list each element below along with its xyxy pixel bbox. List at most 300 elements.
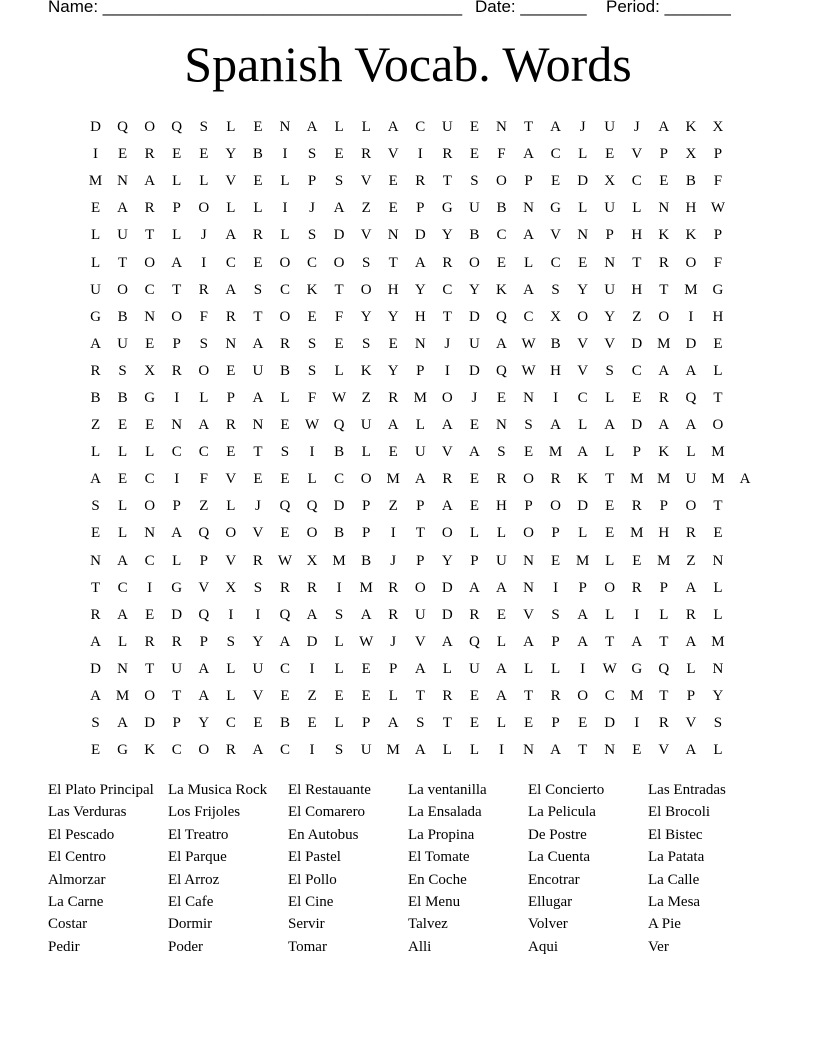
grid-letter: N [117,660,129,677]
grid-letter: I [553,579,559,596]
grid-row [82,602,759,629]
grid-letter: D [685,335,697,352]
grid-letter: Q [658,660,670,677]
grid-letter: M [359,579,373,596]
grid-letter: M [657,471,671,488]
grid-letter: C [496,227,507,244]
grid-letter: T [415,688,425,705]
grid-letter: E [253,254,263,271]
grid-letter: D [414,227,426,244]
grid-letter: R [144,200,155,217]
grid-letter: E [551,173,561,190]
grid-letter: A [90,633,101,650]
grid-letter: S [199,119,208,136]
grid-letter: A [496,660,507,677]
grid-row [82,548,759,575]
word-bank-item: Servir [288,916,325,933]
grid-row [82,575,759,602]
grid-letter: L [172,227,182,244]
grid-letter: U [604,200,616,217]
grid-letter: N [523,389,534,406]
grid-letter: D [144,715,156,732]
grid-letter: W [359,633,374,650]
grid-letter: Y [604,308,616,325]
word-bank-item: Alli [408,938,432,955]
grid-letter: O [550,498,562,515]
grid-letter: K [685,227,697,244]
grid-letter: C [279,660,290,677]
grid-letter: C [550,254,561,271]
grid-letter: V [252,525,264,542]
grid-letter: T [442,715,452,732]
grid-letter: O [306,525,318,542]
grid-letter: A [171,254,183,271]
grid-letter: E [496,606,507,623]
word-bank-item: Ellugar [528,893,573,910]
grid-letter: Q [279,606,291,623]
grid-letter: Z [686,552,696,569]
word-bank-item: El Pollo [288,871,337,888]
grid-letter: R [307,579,318,596]
grid-letter: L [118,525,128,542]
grid-letter: O [658,308,670,325]
grid-letter: I [688,308,694,325]
word-bank-item: La Propina [408,826,475,843]
grid-letter: K [144,742,156,759]
grid-letter: K [360,362,372,379]
grid-letter: T [713,389,723,406]
grid-letter: A [496,579,507,596]
grid-letter: E [118,146,128,163]
grid-letter: L [578,146,588,163]
grid-letter: R [252,227,263,244]
grid-letter: P [659,146,669,163]
grid-letter: B [279,715,290,732]
grid-letter: J [390,552,397,569]
grid-letter: C [415,119,426,136]
grid-row [82,710,759,737]
grid-letter: E [632,552,642,569]
grid-letter: E [280,471,290,488]
grid-letter: V [577,362,589,379]
word-bank-item: Ver [648,938,669,955]
grid-letter: L [280,389,290,406]
word-bank-item: El Concierto [528,782,605,798]
grid-letter: N [90,552,101,569]
grid-letter: E [253,119,263,136]
grid-letter: J [633,119,640,136]
grid-letter: L [686,660,696,677]
grid-letter: P [199,552,208,569]
grid-letter: Q [117,119,129,136]
grid-letter: D [631,335,643,352]
grid-letter: G [144,389,156,406]
grid-letter: R [658,715,669,732]
grid-row [82,358,759,385]
grid-letter: O [198,362,210,379]
grid-letter: B [117,389,128,406]
grid-letter: D [604,715,616,732]
grid-letter: P [659,579,669,596]
grid-letter: S [416,715,425,732]
grid-letter: T [605,471,615,488]
grid-letter: P [605,227,614,244]
grid-letter: Y [441,552,453,569]
grid-letter: N [144,308,156,325]
grid-letter: U [414,606,426,623]
grid-letter: L [496,715,507,732]
grid-letter: I [282,146,288,163]
grid-letter: V [225,552,237,569]
grid-letter: E [469,417,479,434]
grid-letter: S [334,606,344,623]
grid-letter: O [577,308,589,325]
grid-letter: E [605,525,615,542]
grid-letter: C [279,281,290,298]
grid-letter: C [171,444,182,461]
grid-letter: K [496,281,507,298]
grid-letter: R [685,606,696,623]
grid-letter: D [468,362,480,379]
grid-letter: V [414,633,426,650]
grid-letter: C [631,362,642,379]
grid-letter: P [632,444,641,461]
grid-letter: F [199,471,208,488]
grid-letter: L [713,742,723,759]
grid-letter: E [388,335,398,352]
grid-letter: U [252,362,264,379]
grid-letter: T [632,254,642,271]
grid-letter: X [225,579,237,596]
grid-letter: H [631,227,643,244]
grid-letter: T [659,281,669,298]
grid-letter: E [388,444,398,461]
grid-letter: V [387,146,399,163]
grid-letter: E [605,498,615,515]
grid-letter: C [442,281,453,298]
grid-letter: V [577,335,589,352]
grid-letter: X [550,308,562,325]
grid-letter: O [198,200,210,217]
grid-letter: E [172,146,182,163]
grid-letter: Z [361,389,371,406]
grid-letter: R [279,579,290,596]
grid-letter: S [253,579,263,596]
grid-letter: C [144,281,155,298]
grid-letter: C [144,552,155,569]
grid-letter: P [172,335,181,352]
word-bank-item: La Musica Rock [168,782,268,798]
grid-letter: A [604,417,616,434]
grid-letter: C [225,715,236,732]
grid-letter: O [577,688,589,705]
grid-letter: B [334,444,345,461]
grid-letter: Q [496,308,507,325]
grid-letter: M [88,173,103,190]
grid-letter: E [334,146,344,163]
grid-letter: P [361,715,371,732]
word-bank-item: La Carne [48,893,104,910]
grid-letter: O [198,742,210,759]
grid-letter: A [468,579,480,596]
grid-letter: W [521,362,536,379]
word-bank-item: De Postre [528,826,587,843]
grid-letter: C [334,471,345,488]
grid-letter: B [252,146,263,163]
grid-letter: N [144,525,156,542]
grid-letter: R [225,308,236,325]
grid-letter: U [604,281,616,298]
grid-letter: L [280,173,290,190]
grid-letter: L [172,552,182,569]
grid-letter: L [118,633,128,650]
grid-letter: P [524,173,533,190]
grid-letter: K [658,444,670,461]
grid-letter: E [90,742,101,759]
grid-letter: Y [360,308,372,325]
grid-letter: Z [632,308,642,325]
grid-letter: S [605,362,614,379]
grid-letter: I [255,606,261,623]
grid-letter: U [685,471,697,488]
grid-letter: A [117,200,129,217]
grid-letter: R [442,146,453,163]
grid-letter: H [414,308,426,325]
grid-letter: R [631,579,642,596]
grid-letter: E [361,688,371,705]
grid-letter: L [334,362,344,379]
grid-letter: F [199,308,208,325]
grid-letter: O [333,254,345,271]
grid-letter: A [414,660,426,677]
grid-letter: V [225,471,237,488]
word-bank-item: El Treatro [168,826,229,843]
grid-letter: L [578,525,588,542]
word-bank-item: Dormir [168,916,213,933]
grid-letter: E [280,688,290,705]
grid-letter: T [578,742,588,759]
grid-letter: I [498,742,504,759]
grid-letter: S [280,444,290,461]
grid-letter: E [307,715,317,732]
grid-letter: L [632,200,642,217]
word-bank-item: El Parque [168,849,227,866]
grid-letter: P [659,498,669,515]
grid-letter: A [333,200,345,217]
grid-letter: M [711,633,725,650]
grid-letter: I [634,715,640,732]
grid-letter: O [441,525,453,542]
grid-letter: N [496,417,507,434]
grid-letter: R [496,471,507,488]
grid-letter: E [307,308,317,325]
grid-letter: S [307,146,317,163]
grid-letter: F [334,308,344,325]
grid-letter: A [90,688,101,705]
grid-letter: W [602,660,617,677]
grid-row [82,412,759,439]
grid-letter: F [713,173,723,190]
grid-row [82,277,759,304]
grid-letter: D [333,227,345,244]
grid-letter: M [386,471,400,488]
grid-letter: N [117,173,129,190]
grid-letter: V [685,715,697,732]
word-bank [48,779,768,958]
grid-letter: C [577,389,588,406]
grid-letter: C [307,254,318,271]
grid-letter: P [470,552,479,569]
grid-row [82,629,759,656]
grid-letter: M [575,552,590,569]
grid-letter: T [90,579,101,596]
grid-letter: A [550,742,562,759]
grid-letter: M [115,688,130,705]
grid-letter: T [605,633,615,650]
grid-letter: R [550,688,561,705]
grid-letter: P [713,227,723,244]
grid-letter: U [604,119,616,136]
grid-letter: R [198,281,209,298]
grid-letter: L [605,444,615,461]
grid-letter: O [171,308,183,325]
grid-letter: P [551,525,560,542]
grid-letter: F [497,146,506,163]
grid-letter: O [144,254,156,271]
grid-letter: G [90,308,101,325]
grid-letter: T [442,173,452,190]
grid-row [82,114,759,141]
grid-letter: O [496,173,507,190]
grid-row [82,304,759,331]
grid-letter: M [711,471,725,488]
grid-letter: M [630,471,644,488]
grid-letter: L [469,525,479,542]
grid-letter: P [226,389,236,406]
word-bank-item: El Restauante [288,782,371,798]
grid-letter: J [579,119,586,136]
grid-letter: R [90,606,101,623]
word-bank-item: El Plato Principal [48,782,154,798]
grid-letter: V [360,173,372,190]
grid-row [82,737,759,764]
grid-letter: A [414,742,426,759]
grid-letter: F [307,389,317,406]
grid-letter: V [441,444,453,461]
grid-letter: U [468,200,480,217]
grid-letter: R [225,417,236,434]
grid-letter: E [578,715,588,732]
grid-letter: L [659,606,669,623]
grid-letter: N [658,200,670,217]
grid-letter: A [225,281,237,298]
grid-letter: T [253,308,263,325]
grid-letter: E [253,715,263,732]
grid-letter: O [441,389,453,406]
grid-letter: E [469,688,479,705]
grid-letter: S [253,281,263,298]
grid-letter: S [524,417,533,434]
grid-letter: T [145,660,155,677]
word-bank-item: La Calle [648,871,700,888]
grid-letter: S [713,715,723,732]
grid-letter: R [144,633,155,650]
grid-letter: K [306,281,318,298]
grid-letter: N [496,119,507,136]
grid-letter: E [145,335,155,352]
period-field-label: Period: _______ [606,0,731,16]
grid-letter: C [144,471,155,488]
grid-letter: A [685,633,697,650]
grid-letter: L [686,444,696,461]
grid-letter: N [523,552,534,569]
word-bank-item: A Pie [648,916,681,933]
grid-letter: A [631,633,643,650]
grid-row [82,222,759,249]
grid-letter: C [171,742,182,759]
grid-letter: P [361,498,371,515]
grid-row [82,385,759,412]
grid-letter: D [90,119,101,136]
grid-letter: X [306,552,318,569]
grid-letter: F [713,254,723,271]
grid-letter: S [334,742,344,759]
grid-letter: L [551,660,561,677]
grid-letter: S [199,335,208,352]
grid-letter: M [684,281,698,298]
grid-letter: Q [496,362,507,379]
grid-letter: X [685,146,697,163]
grid-letter: T [442,308,452,325]
grid-letter: J [471,389,478,406]
grid-letter: Y [712,688,724,705]
grid-letter: A [468,444,480,461]
grid-letter: A [387,715,399,732]
grid-letter: G [631,660,643,677]
grid-letter: T [659,688,669,705]
grid-letter: B [685,173,696,190]
grid-letter: L [253,200,263,217]
grid-letter: G [712,281,724,298]
grid-letter: L [361,444,371,461]
grid-letter: O [712,417,724,434]
grid-letter: L [226,688,236,705]
grid-letter: A [387,417,399,434]
grid-letter: D [468,308,480,325]
grid-letter: R [685,525,696,542]
grid-letter: E [226,444,236,461]
grid-letter: E [280,417,290,434]
date-field-label: Date: _______ [475,0,587,16]
grid-letter: B [334,525,345,542]
word-bank-item: La Cuenta [528,849,591,866]
grid-letter: H [631,281,643,298]
grid-row [82,141,759,168]
grid-row [82,683,759,710]
word-bank-item: En Coche [408,871,467,888]
grid-letter: A [685,362,697,379]
grid-letter: N [712,552,724,569]
grid-letter: O [685,498,697,515]
grid-letter: V [658,742,670,759]
grid-letter: V [360,227,372,244]
grid-letter: N [387,227,399,244]
word-bank-item: La Mesa [648,893,701,910]
grid-letter: I [553,389,559,406]
grid-letter: S [307,227,317,244]
grid-letter: I [309,742,315,759]
grid-letter: Y [252,633,264,650]
